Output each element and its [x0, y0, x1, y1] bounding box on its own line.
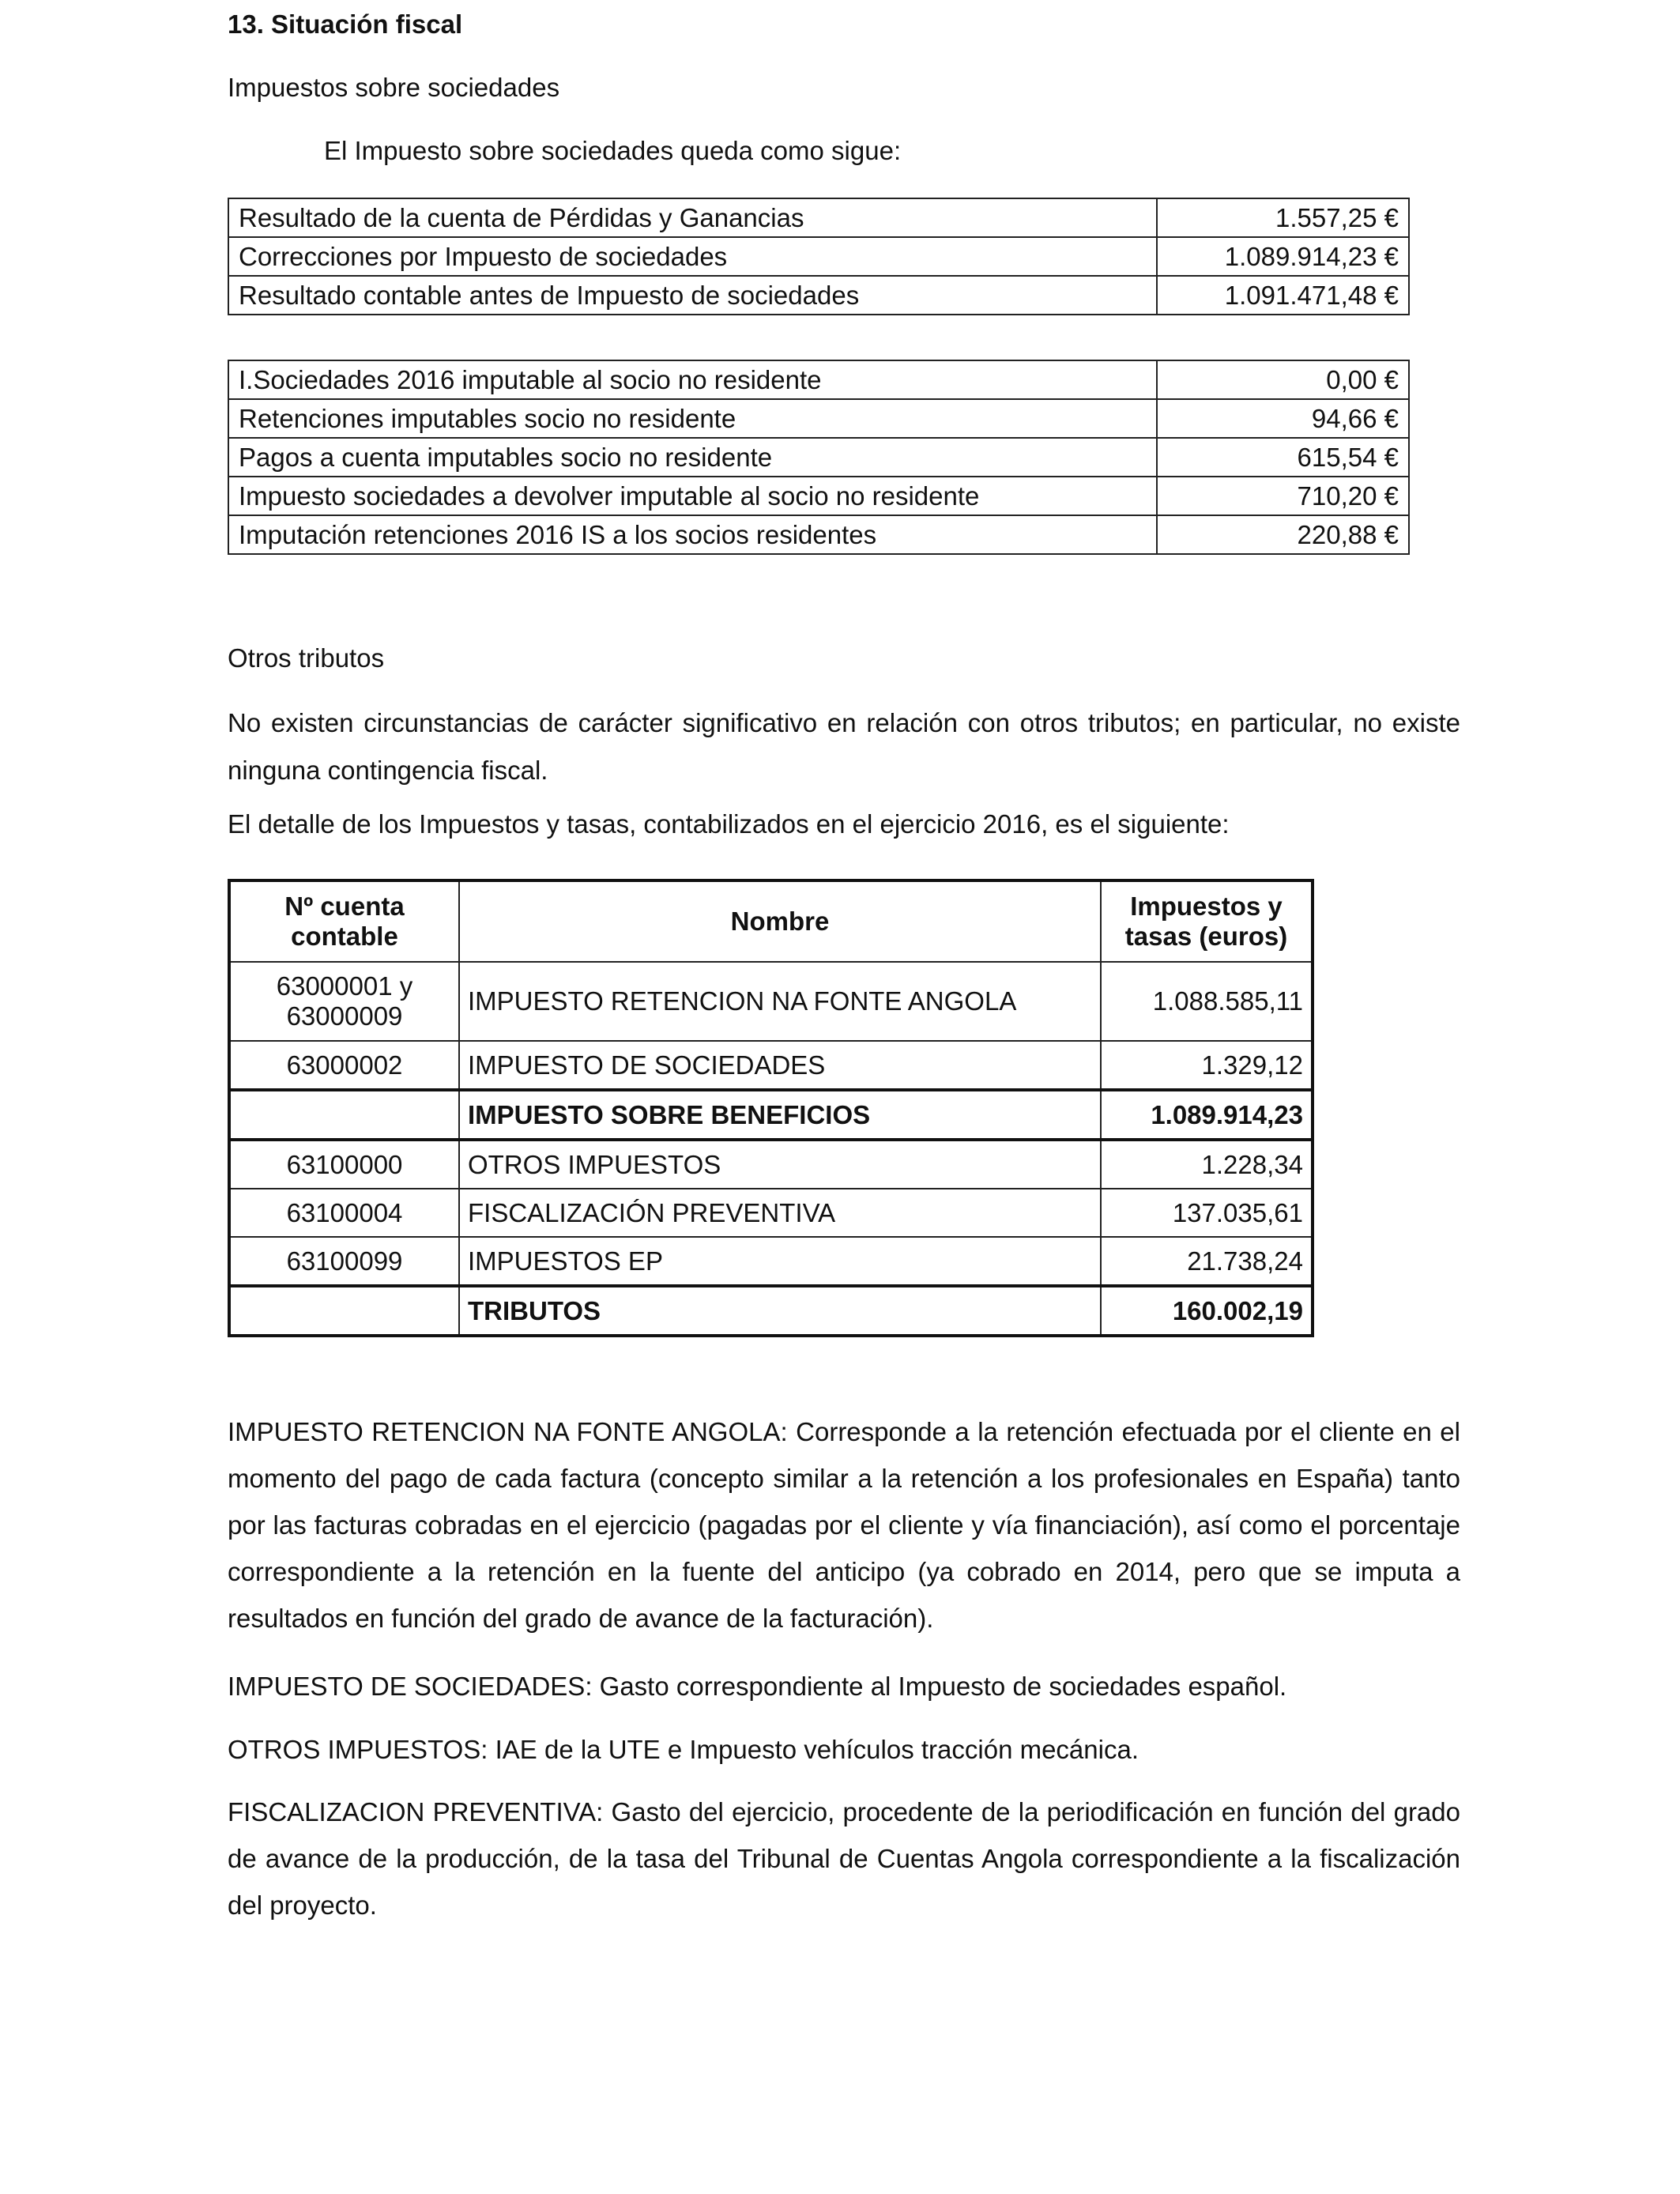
cell-amount: 1.088.585,11: [1101, 962, 1313, 1041]
cell-account: 63100000: [229, 1140, 459, 1189]
table-row: [229, 1140, 1313, 1189]
row-amount: 94,66 €: [1157, 399, 1409, 438]
row-label: Resultado contable antes de Impuesto de sociedades: [228, 276, 1157, 315]
row-amount: 0,00 €: [1157, 360, 1409, 399]
cell-amount: 1.089.914,23: [1101, 1090, 1313, 1140]
otros-tributos-paragraph: No existen circunstancias de carácter significativo en relación con otros tributos; en particular, no existe ninguna contingencia fiscal.: [228, 708, 1460, 785]
table-row: [228, 276, 1409, 315]
row-label: Imputación retenciones 2016 IS a los socios residentes: [228, 515, 1157, 554]
cell-account: 63000001 y 63000009: [229, 962, 459, 1041]
table-row: [228, 477, 1409, 515]
cell-account: [229, 1090, 459, 1140]
table-header-row: [229, 880, 1313, 962]
cell-amount: 137.035,61: [1101, 1189, 1313, 1237]
row-amount: 220,88 €: [1157, 515, 1409, 554]
section-title: 13. Situación fiscal: [228, 9, 463, 39]
cell-amount: 1.329,12: [1101, 1041, 1313, 1090]
row-amount: 710,20 €: [1157, 477, 1409, 515]
header-account: Nº cuenta contable: [229, 880, 459, 962]
table-row: [228, 360, 1409, 399]
cell-name: IMPUESTOS EP: [459, 1237, 1101, 1286]
table-row: [228, 237, 1409, 276]
row-amount: 615,54 €: [1157, 438, 1409, 477]
table-row: [228, 198, 1409, 237]
row-amount: 1.557,25 €: [1157, 198, 1409, 237]
intro-text: El Impuesto sobre sociedades queda como sigue:: [324, 136, 902, 165]
cell-name: OTROS IMPUESTOS: [459, 1140, 1101, 1189]
header-amount: Impuestos y tasas (euros): [1101, 880, 1313, 962]
subtitle-otros-tributos: Otros tributos: [228, 643, 385, 673]
cell-account: 63100004: [229, 1189, 459, 1237]
row-label: Correcciones por Impuesto de sociedades: [228, 237, 1157, 276]
row-label: I.Sociedades 2016 imputable al socio no residente: [228, 360, 1157, 399]
cell-account: 63100099: [229, 1237, 459, 1286]
cell-amount: 160.002,19: [1101, 1286, 1313, 1336]
taxes-detail-table: [228, 879, 1314, 1337]
row-label: Retenciones imputables socio no residente: [228, 399, 1157, 438]
row-label: Resultado de la cuenta de Pérdidas y Ganancias: [228, 198, 1157, 237]
row-amount: 1.091.471,48 €: [1157, 276, 1409, 315]
subtitle-impuestos-sociedades: Impuestos sobre sociedades: [228, 73, 560, 102]
table-row: [229, 1041, 1313, 1090]
cell-account: 63000002: [229, 1041, 459, 1090]
cell-amount: 1.228,34: [1101, 1140, 1313, 1189]
row-label: Pagos a cuenta imputables socio no residente: [228, 438, 1157, 477]
paragraph-retencion-angola: IMPUESTO RETENCION NA FONTE ANGOLA: Corresponde a la retención efectuada por el cliente en el momento del pago de cada factura (concepto similar a la retención a los profesionales en España) tanto por las facturas cobradas en el ejercicio (pagadas por el cliente y vía financiación), así como el porcentaje correspondiente a la retención en la fuente del anticipo (ya cobrado en 2014, pero que se imputa a resultados en función del grado de avance de la facturación).: [228, 1417, 1460, 1633]
table-row: [228, 438, 1409, 477]
table-row: [229, 962, 1313, 1041]
table-row: [228, 399, 1409, 438]
cell-name: IMPUESTO DE SOCIEDADES: [459, 1041, 1101, 1090]
socio-imputation-table: [228, 360, 1410, 555]
tax-result-table: [228, 198, 1410, 315]
cell-name: TRIBUTOS: [459, 1286, 1101, 1336]
subtotal-row: [229, 1090, 1313, 1140]
table-row: [228, 515, 1409, 554]
row-amount: 1.089.914,23 €: [1157, 237, 1409, 276]
paragraph-fiscalizacion: FISCALIZACION PREVENTIVA: Gasto del ejercicio, procedente de la periodificación en función del grado de avance de la producción, de la tasa del Tribunal de Cuentas Angola correspondiente a la fiscalización del proyecto.: [228, 1797, 1460, 1920]
header-name: Nombre: [459, 880, 1101, 962]
table-row: [229, 1237, 1313, 1286]
cell-amount: 21.738,24: [1101, 1237, 1313, 1286]
total-row: [229, 1286, 1313, 1336]
cell-name: IMPUESTO SOBRE BENEFICIOS: [459, 1090, 1101, 1140]
row-label: Impuesto sociedades a devolver imputable al socio no residente: [228, 477, 1157, 515]
table-row: [229, 1189, 1313, 1237]
cell-account: [229, 1286, 459, 1336]
paragraph-impuesto-sociedades: IMPUESTO DE SOCIEDADES: Gasto correspondiente al Impuesto de sociedades español.: [228, 1672, 1287, 1701]
paragraph-otros-impuestos: OTROS IMPUESTOS: IAE de la UTE e Impuesto vehículos tracción mecánica.: [228, 1735, 1139, 1764]
detalle-intro: El detalle de los Impuestos y tasas, contabilizados en el ejercicio 2016, es el siguiente:: [228, 809, 1230, 839]
cell-name: IMPUESTO RETENCION NA FONTE ANGOLA: [459, 962, 1101, 1041]
cell-name: FISCALIZACIÓN PREVENTIVA: [459, 1189, 1101, 1237]
